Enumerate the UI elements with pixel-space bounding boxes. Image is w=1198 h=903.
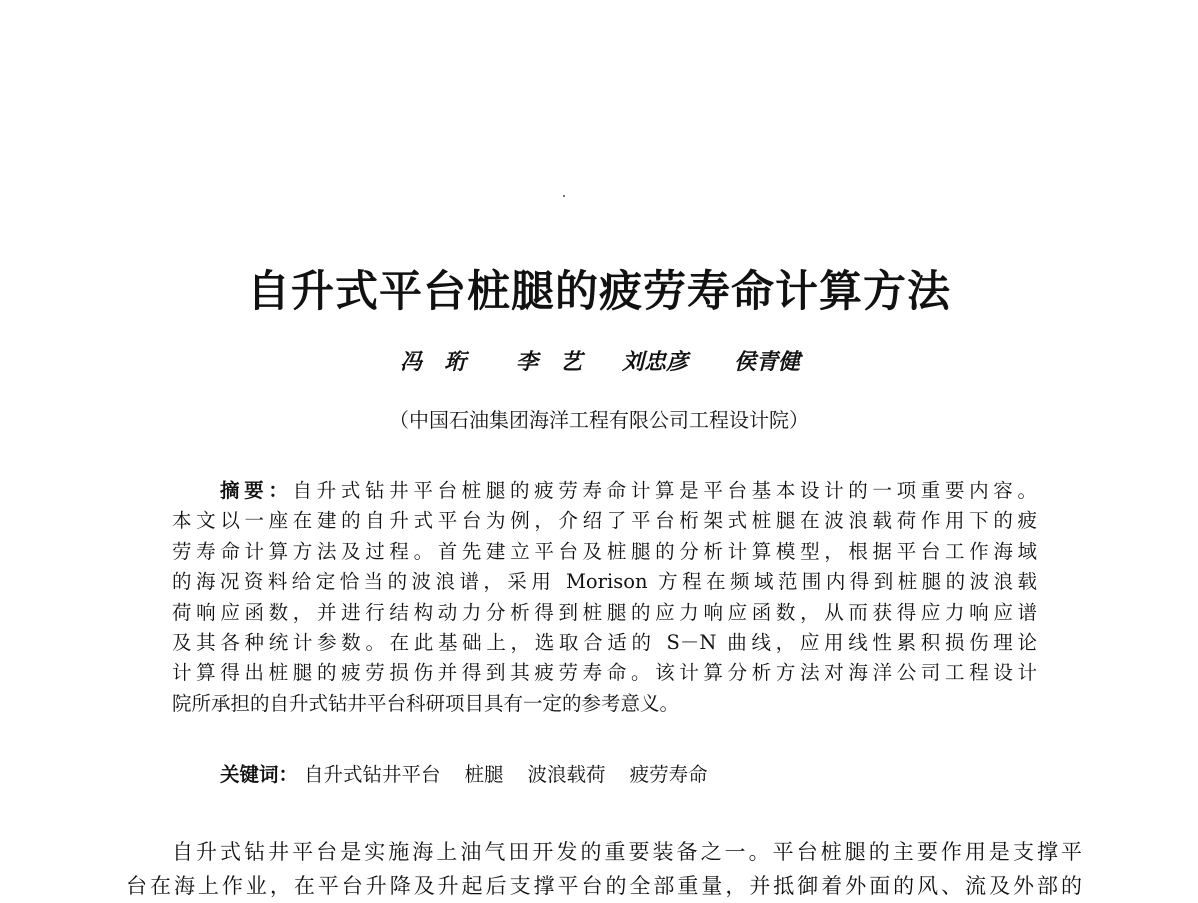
author-name: 刘忠彦 xyxy=(622,349,689,375)
abstract-line: 荷响应函数，并进行结构动力分析得到桩腿的应力响应函数，从而获得应力响应谱 xyxy=(172,600,1037,624)
abstract-line: 及其各种统计参数。在此基础上，选取合适的 S－N 曲线，应用线性累积损伤理论 xyxy=(172,630,1037,654)
abstract-line: 院所承担的自升式钻井平台科研项目具有一定的参考意义。 xyxy=(172,691,680,715)
keyword: 自升式钻井平台 xyxy=(304,763,441,786)
keywords-label: 关键词： xyxy=(220,763,299,786)
abstract-line: 劳寿命计算方法及过程。首先建立平台及桩腿的分析计算模型，根据平台工作海域 xyxy=(172,539,1037,563)
abstract-line: 本文以一座在建的自升式平台为例，介绍了平台桁架式桩腿在波浪载荷作用下的疲 xyxy=(172,509,1037,533)
scan-speck xyxy=(563,195,565,197)
abstract-text: 自升式钻井平台桩腿的疲劳寿命计算是平台基本设计的一项重要内容。 xyxy=(292,479,1037,502)
body-line: 自升式钻井平台是实施海上油气田开发的重要装备之一。平台桩腿的主要作用是支撑平 xyxy=(172,840,1082,864)
author-name: 冯 珩 xyxy=(400,349,467,375)
abstract-label: 摘要： xyxy=(220,479,293,502)
abstract xyxy=(172,476,1037,719)
keyword: 波浪载荷 xyxy=(527,763,606,786)
abstract-line: 的海况资料给定恰当的波浪谱，采用 Morison 方程在频域范围内得到桩腿的波浪载 xyxy=(172,570,1037,594)
paper-title: 自升式平台桩腿的疲劳寿命计算方法 xyxy=(247,267,951,317)
author-affiliation: （中国石油集团海洋工程有限公司工程设计院） xyxy=(389,408,809,432)
abstract-line xyxy=(172,476,1037,506)
author-name: 侯青健 xyxy=(734,349,801,375)
abstract-line: 计算得出桩腿的疲劳损伤并得到其疲劳寿命。该计算分析方法对海洋公司工程设计 xyxy=(172,661,1037,685)
keyword: 疲劳寿命 xyxy=(629,763,708,786)
keywords xyxy=(220,760,1040,790)
keyword: 桩腿 xyxy=(464,763,504,786)
body-paragraph xyxy=(126,835,1082,903)
author-name: 李 艺 xyxy=(516,349,583,375)
body-line-cut-off: 台在海上作业，在平台升降及升起后支撑平台的全部重量，并抵御着外面的风、流及外部的 xyxy=(126,874,1082,898)
